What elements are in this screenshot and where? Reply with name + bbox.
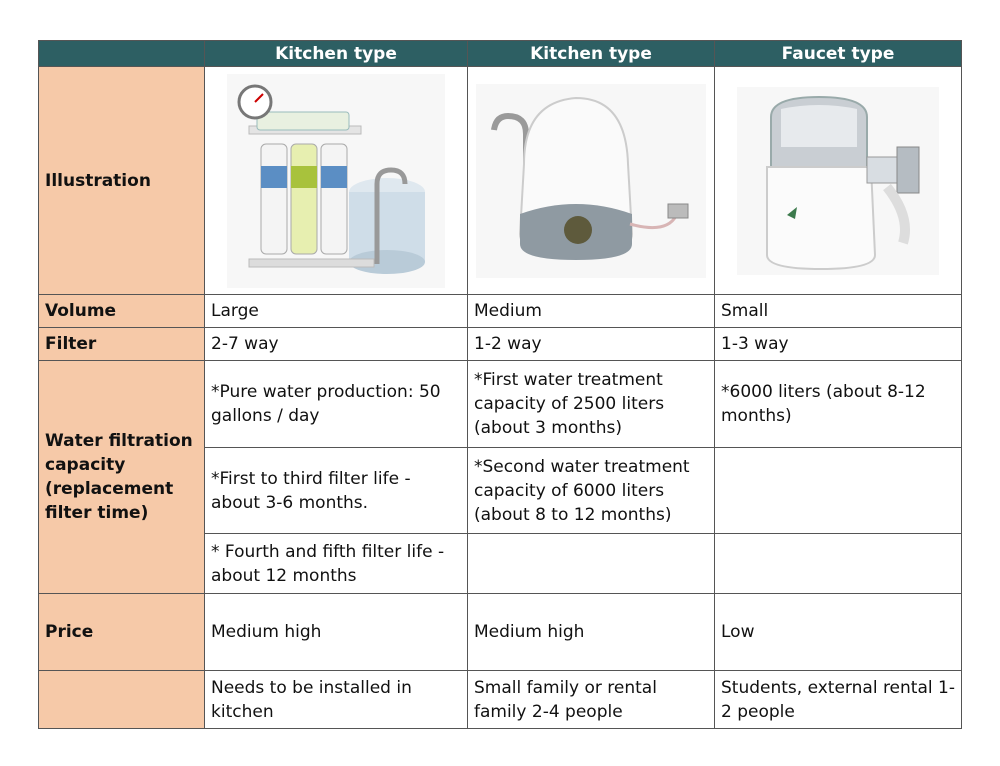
suitable-label: [39, 671, 205, 729]
volume-col-1: Large: [205, 295, 468, 328]
header-row: [39, 41, 962, 67]
volume-label: Volume: [39, 295, 205, 328]
price-row: [39, 594, 962, 671]
suitable-col-1: Needs to be installed in kitchen: [205, 671, 468, 729]
capacity-r1-col-1: *Pure water production: 50 gallons / day: [205, 361, 468, 448]
capacity-r2-col-3: [715, 448, 962, 534]
illustration-countertop-filter: [468, 67, 715, 295]
capacity-r1-col-3: *6000 liters (about 8-12 months): [715, 361, 962, 448]
illustration-faucet-filter: [715, 67, 962, 295]
suitable-col-2: Small family or rental family 2-4 people: [468, 671, 715, 729]
capacity-r2-col-1: *First to third filter life - about 3-6 months.: [205, 448, 468, 534]
header-col-3: Faucet type: [715, 41, 962, 67]
volume-col-2: Medium: [468, 295, 715, 328]
ro-system-image: [227, 74, 445, 288]
capacity-r3-col-2: [468, 534, 715, 594]
price-col-3: Low: [715, 594, 962, 671]
header-col-2: Kitchen type: [468, 41, 715, 67]
volume-row: [39, 295, 962, 328]
filter-col-2: 1-2 way: [468, 328, 715, 361]
capacity-r1-col-2: *First water treatment capacity of 2500 liters (about 3 months): [468, 361, 715, 448]
price-col-1: Medium high: [205, 594, 468, 671]
filter-col-3: 1-3 way: [715, 328, 962, 361]
faucet-filter-image: [737, 87, 939, 275]
capacity-label: Water filtration capacity (replacement filter time): [39, 361, 205, 594]
volume-col-3: Small: [715, 295, 962, 328]
countertop-filter-image: [476, 84, 706, 278]
capacity-r3-col-1: * Fourth and fifth filter life - about 12 months: [205, 534, 468, 594]
filter-row: [39, 328, 962, 361]
capacity-r2-col-2: *Second water treatment capacity of 6000 liters (about 8 to 12 months): [468, 448, 715, 534]
illustration-label: Illustration: [39, 67, 205, 295]
capacity-row-1: [39, 361, 962, 448]
capacity-r3-col-3: [715, 534, 962, 594]
suitable-col-3: Students, external rental 1-2 people: [715, 671, 962, 729]
filter-label: Filter: [39, 328, 205, 361]
comparison-table: [38, 40, 962, 729]
header-corner: [39, 41, 205, 67]
header-col-1: Kitchen type: [205, 41, 468, 67]
filter-col-1: 2-7 way: [205, 328, 468, 361]
illustration-row: [39, 67, 962, 295]
price-label: Price: [39, 594, 205, 671]
illustration-ro-system: [205, 67, 468, 295]
price-col-2: Medium high: [468, 594, 715, 671]
suitable-row: [39, 671, 962, 729]
